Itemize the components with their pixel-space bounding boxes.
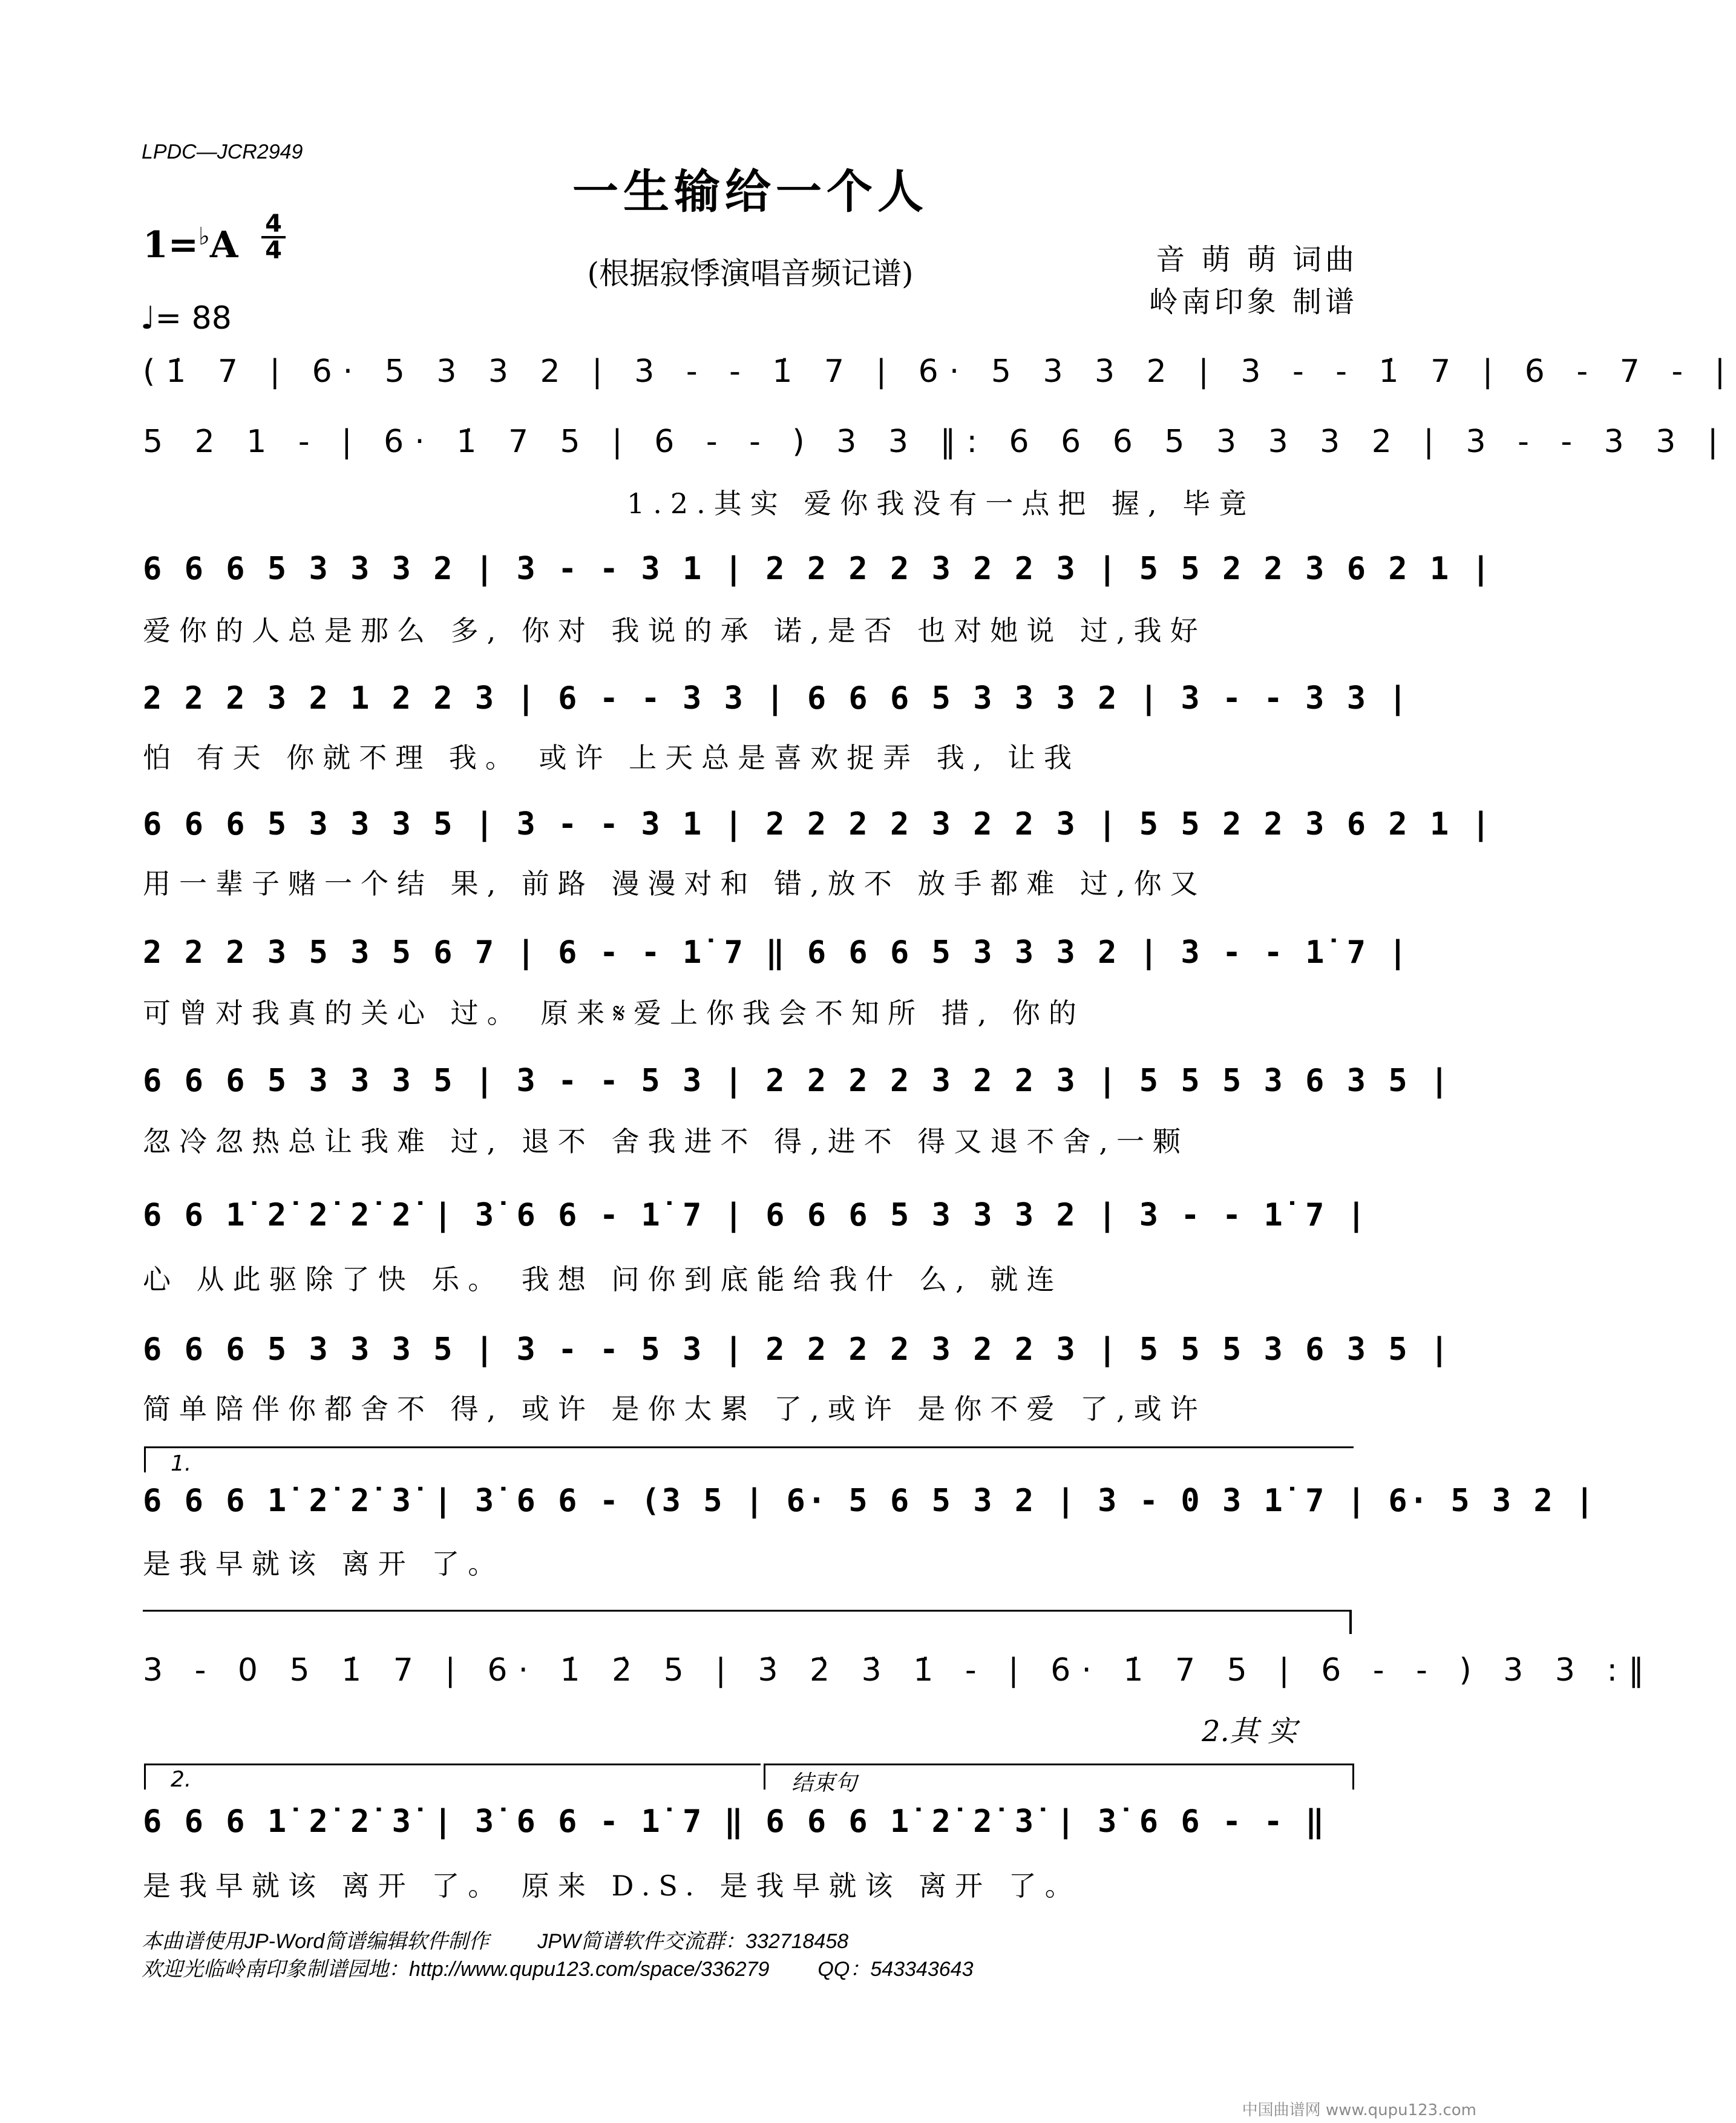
- footer-line-1: [142, 1924, 897, 1954]
- key-prefix: 1=: [143, 224, 199, 266]
- score-row-5: 6 6 6 5 3 3 3 5 | 3 - - 3 1 | 2 2 2 2 3 2 2 3 | 5 5 2 2 3 6 2 1 |: [143, 806, 1492, 842]
- lyric-row-4: 怕 有天 你就不理 我。 或许 上天总是喜欢捉弄 我, 让我: [143, 741, 1080, 774]
- time-signature-bottom: 4: [265, 237, 282, 264]
- lyric-row-10: 是我早就该 离开 了。: [143, 1547, 505, 1580]
- score-code: LPDC—JCR2949: [142, 140, 303, 163]
- lyric-row-5: 用一辈子赌一个结 果, 前路 漫漫对和 错,放不 放手都难 过,你又: [143, 867, 1207, 900]
- footer-software: 本曲谱使用JP-Word简谱编辑软件制作: [142, 1930, 490, 1953]
- lyric-row-9: 简单陪伴你都舍不 得, 或许 是你太累 了,或许 是你不爱 了,或许: [143, 1393, 1207, 1425]
- time-signature: [261, 212, 286, 263]
- lyric-row-12: 是我早就该 离开 了。 原来 D.S. 是我早就该 离开 了。: [143, 1869, 1081, 1902]
- key-signature: [143, 223, 238, 266]
- score-row-3: 6 6 6 5 3 3 3 2 | 3 - - 3 1 | 2 2 2 2 3 2 2 3 | 5 5 2 2 3 6 2 1 |: [143, 551, 1492, 587]
- footer-qq: QQ：543343643: [817, 1958, 974, 1981]
- score-row-9: 6 6 6 5 3 3 3 5 | 3 - - 5 3 | 2 2 2 2 3 2 2 3 | 5 5 5 3 6 3 5 |: [143, 1331, 1451, 1368]
- footer-website: 欢迎光临岭南印象制谱园地：http://www.qupu123.com/space/336279: [142, 1958, 770, 1981]
- volta-1-end: [1349, 1610, 1352, 1634]
- score-row-4: 2 2 2 3 2 1 2 2 3 | 6 - - 3 3 | 6 6 6 5 3 3 3 2 | 3 - - 3 3 |: [143, 680, 1409, 717]
- ending-label: 结束句: [791, 1771, 857, 1796]
- key-note: A: [209, 224, 238, 266]
- watermark-logo: 中国曲谱网 www.qupu123.com: [1242, 2101, 1476, 2119]
- flat-icon: ♭: [198, 223, 210, 251]
- volta-2-label: 2.: [171, 1767, 192, 1792]
- volta-2-bracket: [144, 1764, 761, 1790]
- lyric-row-3: 爱你的人总是那么 多, 你对 我说的承 诺,是否 也对她说 过,我好: [143, 614, 1207, 647]
- score-row-11: 3 - 0 5 1̇ 7 | 6· 1̇ 2̇ 5 | 3̇ 2̇ 3̇ 1̇ - | 6· 1̇ 7 5 | 6 - - ) 3 3 :‖: [143, 1652, 1656, 1688]
- song-title: 一生输给一个人: [572, 165, 928, 218]
- time-signature-top: 4: [261, 212, 286, 238]
- score-row-12: 6 6 6 1̇ 2̇ 2̇ 3̇ | 3̇ 6 6 - 1̇ 7 ‖ 6 6 6 1̇ 2̇ 2̇ 3̇ | 3̇ 6 6 - - ‖: [143, 1803, 1326, 1840]
- score-row-7: 6 6 6 5 3 3 3 5 | 3 - - 5 3 | 2 2 2 2 3 2 2 3 | 5 5 5 3 6 3 5 |: [143, 1063, 1451, 1099]
- score-row-10: 6 6 6 1̇ 2̇ 2̇ 3̇ | 3̇ 6 6 - (3 5 | 6· 5 6 5 3 2 | 3 - 0 3 1̇ 7 | 6· 5 3 2 |: [143, 1483, 1596, 1519]
- volta-1-bracket: [144, 1446, 1354, 1472]
- score-row-8: 6 6 1̇ 2̇ 2̇ 2̇ 2̇ | 3̇ 6 6 - 1̇ 7 | 6 6 6 5 3 3 3 2 | 3 - - 1̇ 7 |: [143, 1197, 1368, 1233]
- score-row-6: 2 2 2 3 5 3 5 6 7 | 6 - - 1̇ 7 ‖ 6 6 6 5 3 3 3 2 | 3 - - 1̇ 7 |: [143, 934, 1409, 971]
- footer-line-2: [142, 1952, 1021, 1982]
- lyric-row-2: 1.2.其实 爱你我没有一点把 握, 毕竟: [627, 487, 1256, 520]
- volta-1-line: [143, 1610, 1351, 1612]
- credit-composer: 音 萌 萌 词曲: [1156, 243, 1358, 277]
- second-pickup-lyric: 2.其 实: [1202, 1714, 1297, 1748]
- lyric-row-6: 可曾对我真的关心 过。 原来𝄋爱上你我会不知所 措, 你的: [143, 997, 1085, 1029]
- lyric-row-7: 忽冷忽热总让我难 过, 退不 舍我进不 得,进不 得又退不舍,一颗: [143, 1125, 1189, 1158]
- score-row-1: (1̇ 7 | 6· 5 3 3 2 | 3 - - 1̇ 7 | 6· 5 3 3 2 | 3 - - 1̇ 7 | 6 - 7 - |: [143, 353, 1736, 390]
- lyric-row-8: 心 从此驱除了快 乐。 我想 问你到底能给我什 么, 就连: [143, 1263, 1063, 1296]
- tempo-marking: ♩= 88: [140, 300, 232, 336]
- volta-1-label: 1.: [171, 1451, 192, 1476]
- footer-group: JPW简谱软件交流群：332718458: [537, 1930, 849, 1953]
- score-row-2: 5 2 1 - | 6· 1̇ 7 5 | 6 - - ) 3 3 ‖: 6 6 6 5 3 3 3 2 | 3 - - 3 3 |: [143, 424, 1729, 460]
- song-subtitle: (根据寂悸演唱音频记谱): [587, 256, 914, 291]
- credit-transcriber: 岭南印象 制谱: [1148, 285, 1358, 319]
